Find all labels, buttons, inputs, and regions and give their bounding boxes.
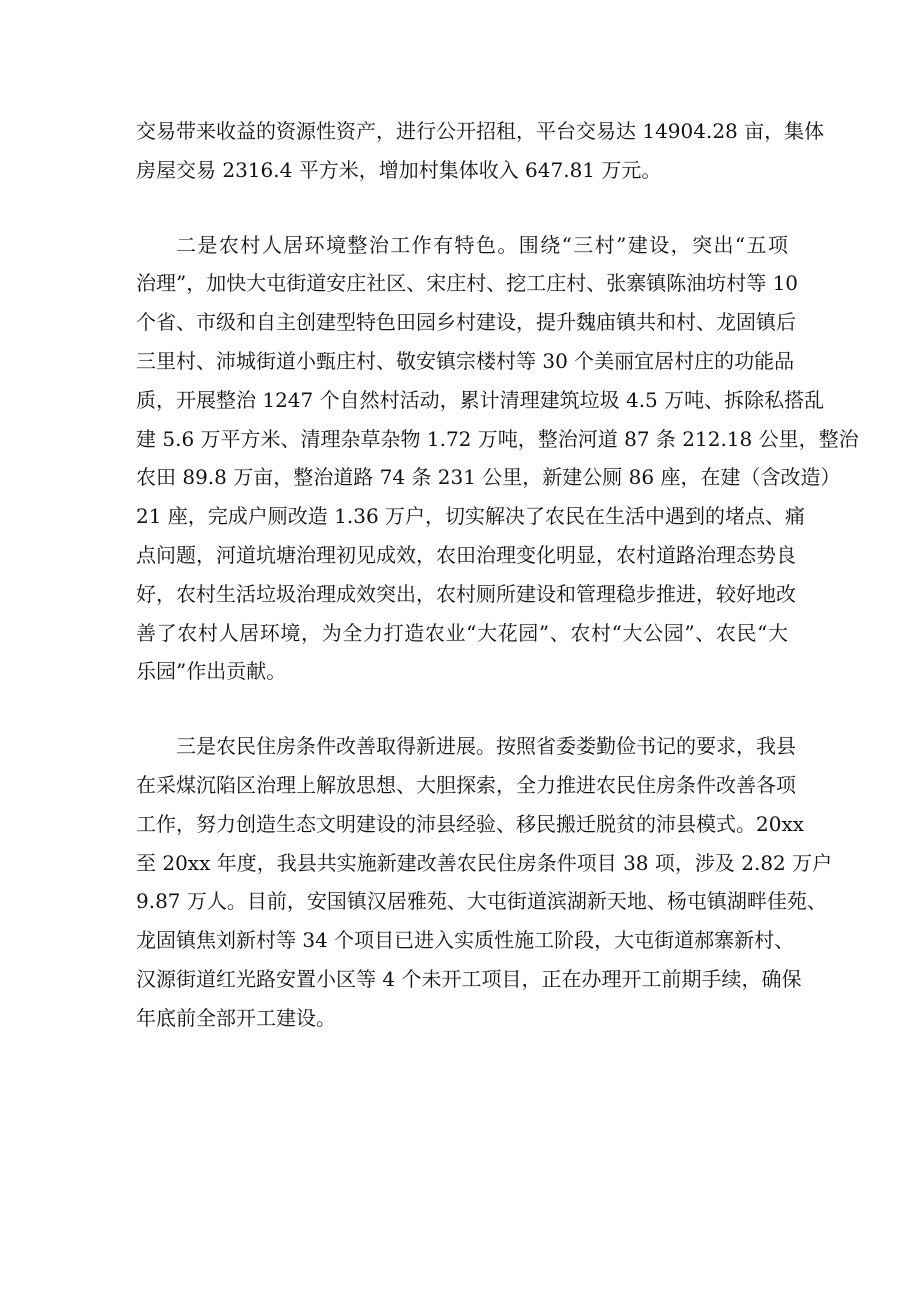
paragraph-housing-improvement <box>136 727 833 1037</box>
text-line: 善了农村人居环境，为全力打造农业“大花园”、农村“大公园”、农民“大 <box>136 620 788 645</box>
paragraph-spacer <box>136 190 788 226</box>
text-line: 龙固镇焦刘新村等 34 个项目已进入实质性施工阶段，大屯街道郝寨新村、 <box>136 928 795 953</box>
text-line: 在采煤沉陷区治理上解放思想、大胆探索，全力推进农民住房条件改善各项 <box>136 772 796 797</box>
text-line: 21 座，完成户厕改造 1.36 万户，切实解决了农民在生活中遇到的堵点、痛 <box>136 504 806 529</box>
paragraph-rural-environment <box>136 226 859 692</box>
text-line: 三是农民住房条件改善取得新进展。按照省委娄勤俭书记的要求，我县 <box>176 734 796 759</box>
text-line: 乐园”作出贡献。 <box>136 659 287 684</box>
text-line: 三里村、沛城街道小甄庄村、敬安镇宗楼村等 30 个美丽宜居村庄的功能品 <box>136 348 795 373</box>
text-line: 好，农村生活垃圾治理成效突出，农村厕所建设和管理稳步推进，较好地改 <box>136 581 796 606</box>
text-line: 年底前全部开工建设。 <box>136 1005 336 1030</box>
text-line: 点问题，河道坑塘治理初见成效，农田治理变化明显，农村道路治理态势良 <box>136 542 796 567</box>
paragraph-continued-asset-trading <box>136 112 825 190</box>
text-line: 个省、市级和自主创建型特色田园乡村建设，提升魏庙镇共和村、龙固镇后 <box>136 310 796 335</box>
text-line: 治理”，加快大屯街道安庄社区、宋庄村、挖工庄村、张寨镇陈油坊村等 10 <box>136 271 799 296</box>
text-line: 汉源街道红光路安置小区等 4 个未开工项目，正在办理开工前期手续，确保 <box>136 966 802 991</box>
text-line: 交易带来收益的资源性资产，进行公开招租，平台交易达 14904.28 亩，集体 <box>136 119 825 143</box>
text-line: 工作，努力创造生态文明建设的沛县经验、移民搬迁脱贫的沛县模式。20xx <box>136 811 805 836</box>
text-line: 二是农村人居环境整治工作有特色。围绕“三村”建设，突出“五项 <box>176 232 788 257</box>
text-line: 房屋交易 2316.4 平方米，增加村集体收入 647.81 万元。 <box>136 157 662 182</box>
text-line: 建 5.6 万平方米、清理杂草杂物 1.72 万吨，整治河道 87 条 212.18 公里，整治 <box>136 426 859 451</box>
text-line: 质，开展整治 1247 个自然村活动，累计清理建筑垃圾 4.5 万吨、拆除私搭乱 <box>136 387 825 412</box>
document-body <box>136 112 859 1038</box>
text-line: 农田 89.8 万亩，整治道路 74 条 231 公里，新建公厕 86 座，在建（含改造） <box>136 465 841 490</box>
text-line: 至 20xx 年度，我县共实施新建改善农民住房条件项目 38 项，涉及 2.82 万户 <box>136 850 833 875</box>
paragraph-spacer <box>136 691 788 727</box>
text-line: 9.87 万人。目前，安国镇汉居雅苑、大屯街道滨湖新天地、杨屯镇湖畔佳苑、 <box>136 889 827 914</box>
